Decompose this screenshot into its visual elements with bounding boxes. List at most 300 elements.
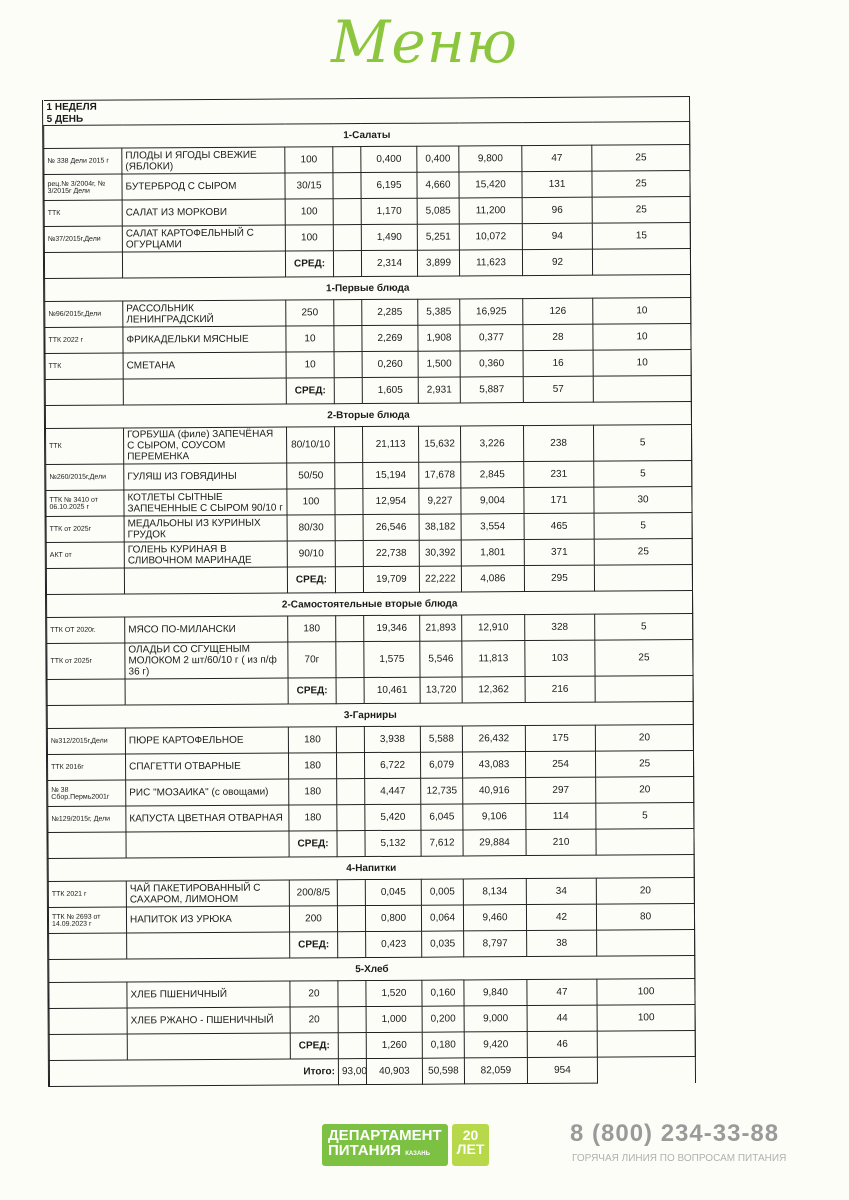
dish-name: САЛАТ КАРТОФЕЛЬНЫЙ С ОГУРЦАМИ bbox=[122, 225, 285, 252]
average-label: СРЕД: bbox=[290, 932, 338, 958]
section-title: 2-Самостоятельные вторые блюда bbox=[47, 591, 693, 618]
kcal: 42 bbox=[526, 904, 596, 930]
dish-name: ХЛЕБ ПШЕНИЧНЫЙ bbox=[127, 981, 290, 1008]
fat: 5,385 bbox=[418, 299, 460, 325]
extra-value: 20 bbox=[596, 878, 694, 905]
kcal: 131 bbox=[522, 171, 592, 197]
total-price: 93,00 bbox=[338, 1059, 366, 1085]
recipe-code: ТТК bbox=[45, 353, 123, 379]
carbs: 0,377 bbox=[460, 325, 523, 351]
protein: 4,447 bbox=[365, 778, 421, 804]
table-row bbox=[44, 171, 690, 201]
portion: 50/50 bbox=[287, 463, 335, 489]
carbs: 9,106 bbox=[463, 804, 526, 830]
extra-value: 80 bbox=[596, 904, 694, 931]
protein: 19,346 bbox=[364, 615, 420, 641]
carbs: 9,840 bbox=[464, 980, 527, 1006]
average-kcal: 92 bbox=[522, 249, 592, 275]
average-fat: 7,612 bbox=[421, 830, 463, 856]
empty-cell bbox=[46, 568, 124, 594]
carbs: 12,910 bbox=[462, 615, 525, 641]
recipe-code: ТТК от 2025г bbox=[46, 516, 124, 542]
table-row bbox=[48, 803, 694, 833]
protein: 15,194 bbox=[363, 462, 419, 488]
empty-cell bbox=[596, 829, 694, 856]
protein: 0,800 bbox=[365, 905, 421, 931]
carbs: 43,083 bbox=[462, 752, 525, 778]
average-fat: 0,180 bbox=[422, 1032, 464, 1058]
portion: 80/10/10 bbox=[287, 427, 335, 463]
table-row bbox=[48, 904, 694, 934]
section-title: 4-Напитки bbox=[48, 855, 694, 882]
extra-value: 100 bbox=[597, 979, 695, 1006]
portion: 200/8/5 bbox=[289, 880, 337, 906]
table-row bbox=[46, 461, 692, 491]
empty-cell bbox=[338, 1007, 366, 1033]
extra-value: 25 bbox=[592, 171, 690, 198]
fat: 1,500 bbox=[418, 351, 460, 377]
table-row bbox=[44, 223, 690, 253]
empty-cell bbox=[336, 678, 364, 704]
fat: 6,079 bbox=[420, 752, 462, 778]
kcal: 465 bbox=[524, 513, 594, 539]
average-carb: 9,420 bbox=[464, 1032, 527, 1058]
protein: 12,954 bbox=[363, 488, 419, 514]
protein: 2,285 bbox=[362, 299, 418, 325]
empty-cell bbox=[333, 225, 361, 251]
kcal: 175 bbox=[525, 725, 595, 751]
empty-cell bbox=[126, 831, 289, 858]
fat: 30,392 bbox=[419, 540, 461, 566]
fat: 0,160 bbox=[422, 980, 464, 1006]
protein: 6,195 bbox=[361, 172, 417, 198]
extra-value: 25 bbox=[592, 197, 690, 224]
total-protein: 40,903 bbox=[366, 1058, 422, 1084]
kcal: 44 bbox=[527, 1005, 597, 1031]
kcal: 297 bbox=[526, 777, 596, 803]
fat: 9,227 bbox=[419, 488, 461, 514]
average-carb: 11,623 bbox=[459, 250, 522, 276]
carbs: 26,432 bbox=[462, 726, 525, 752]
extra-value: 20 bbox=[595, 725, 693, 752]
empty-cell bbox=[48, 832, 126, 858]
portion: 180 bbox=[289, 779, 337, 805]
dish-name: БУТЕРБРОД С СЫРОМ bbox=[122, 173, 285, 200]
kcal: 126 bbox=[523, 298, 593, 324]
table-row bbox=[48, 777, 694, 807]
total-fat: 50,598 bbox=[422, 1058, 464, 1084]
recipe-code: ТТК 2016г bbox=[47, 754, 125, 780]
average-carb: 8,797 bbox=[464, 931, 527, 957]
kcal: 171 bbox=[524, 487, 594, 513]
average-row bbox=[45, 376, 691, 406]
empty-cell bbox=[592, 249, 690, 276]
carbs: 9,004 bbox=[461, 488, 524, 514]
fat: 38,182 bbox=[419, 514, 461, 540]
carbs: 15,420 bbox=[459, 172, 522, 198]
empty-cell bbox=[335, 489, 363, 515]
recipe-code: №129/2015г, Дели bbox=[48, 806, 126, 832]
dish-name: ФРИКАДЕЛЬКИ МЯСНЫЕ bbox=[123, 326, 286, 353]
kcal: 238 bbox=[523, 425, 593, 461]
protein: 0,260 bbox=[362, 351, 418, 377]
kcal: 254 bbox=[525, 751, 595, 777]
fat: 4,660 bbox=[417, 172, 459, 198]
total-label: Итого: bbox=[49, 1059, 338, 1087]
empty-cell bbox=[597, 930, 695, 957]
hotline-caption: ГОРЯЧАЯ ЛИНИЯ ПО ВОПРОСАМ ПИТАНИЯ bbox=[572, 1153, 787, 1164]
menu-title: Меню bbox=[331, 8, 518, 76]
fat: 1,908 bbox=[418, 325, 460, 351]
empty-cell bbox=[335, 567, 363, 593]
average-label: СРЕД: bbox=[288, 678, 336, 704]
empty-cell bbox=[338, 981, 366, 1007]
portion: 250 bbox=[286, 300, 334, 326]
empty-cell bbox=[337, 831, 365, 857]
average-row bbox=[48, 829, 694, 859]
logo-city: КАЗАНЬ bbox=[405, 1151, 430, 1157]
fat: 6,045 bbox=[421, 804, 463, 830]
kcal: 47 bbox=[527, 979, 597, 1005]
extra-value: 5 bbox=[595, 614, 693, 641]
empty-cell bbox=[127, 932, 290, 959]
section-title: 3-Гарниры bbox=[47, 702, 693, 729]
empty-cell bbox=[334, 378, 362, 404]
empty-cell bbox=[337, 805, 365, 831]
empty-cell bbox=[337, 779, 365, 805]
table-row bbox=[49, 1005, 695, 1035]
kcal: 96 bbox=[522, 197, 592, 223]
portion: 180 bbox=[288, 727, 336, 753]
extra-value: 5 bbox=[593, 425, 691, 462]
extra-value: 25 bbox=[595, 640, 693, 677]
protein: 1,170 bbox=[361, 198, 417, 224]
kcal: 16 bbox=[523, 350, 593, 376]
portion: 70г bbox=[288, 642, 336, 678]
dish-name: МЕДАЛЬОНЫ ИЗ КУРИНЫХ ГРУДОК bbox=[124, 515, 287, 542]
week-label: 1 НЕДЕЛЯ bbox=[44, 97, 690, 113]
fat: 21,893 bbox=[420, 615, 462, 641]
kcal: 47 bbox=[522, 145, 592, 171]
recipe-code: ТТК bbox=[46, 428, 124, 464]
carbs: 11,200 bbox=[459, 198, 522, 224]
recipe-code: АКТ от bbox=[46, 542, 124, 568]
extra-value: 30 bbox=[594, 487, 692, 514]
average-protein: 1,260 bbox=[366, 1032, 422, 1058]
portion: 90/10 bbox=[287, 541, 335, 567]
empty-cell bbox=[336, 616, 364, 642]
protein: 22,738 bbox=[363, 540, 419, 566]
table-row bbox=[45, 350, 691, 380]
dish-name: САЛАТ ИЗ МОРКОВИ bbox=[122, 199, 285, 226]
fat: 12,735 bbox=[421, 778, 463, 804]
average-kcal: 216 bbox=[525, 676, 595, 702]
average-carb: 12,362 bbox=[462, 677, 525, 703]
recipe-code: №96/2015г,Дели bbox=[45, 301, 123, 327]
empty-cell bbox=[333, 251, 361, 277]
empty-cell bbox=[597, 1031, 695, 1058]
protein: 3,938 bbox=[364, 726, 420, 752]
average-row bbox=[49, 1031, 695, 1061]
average-row bbox=[46, 565, 692, 595]
kcal: 231 bbox=[524, 461, 594, 487]
recipe-code: ТТК 2022 г bbox=[45, 327, 123, 353]
carbs: 11,813 bbox=[462, 641, 525, 677]
portion: 200 bbox=[289, 906, 337, 932]
fat: 5,588 bbox=[420, 726, 462, 752]
extra-value: 10 bbox=[593, 324, 691, 351]
fat: 0,400 bbox=[417, 146, 459, 172]
carbs: 3,554 bbox=[461, 514, 524, 540]
portion: 20 bbox=[290, 981, 338, 1007]
day-label: 5 ДЕНЬ bbox=[44, 109, 690, 125]
empty-cell bbox=[49, 933, 127, 959]
average-kcal: 57 bbox=[523, 376, 593, 402]
average-carb: 5,887 bbox=[460, 377, 523, 403]
average-carb: 29,884 bbox=[463, 830, 526, 856]
extra-value: 20 bbox=[596, 777, 694, 804]
dish-name: ЧАЙ ПАКЕТИРОВАННЫЙ С САХАРОМ, ЛИМОНОМ bbox=[126, 880, 289, 907]
recipe-code bbox=[49, 982, 127, 1008]
portion: 20 bbox=[290, 1007, 338, 1033]
empty-cell bbox=[123, 378, 286, 405]
average-protein: 1,605 bbox=[362, 377, 418, 403]
protein: 26,546 bbox=[363, 514, 419, 540]
recipe-code: ТТК ОТ 2020г. bbox=[47, 617, 125, 643]
empty-cell bbox=[594, 565, 692, 592]
fat: 5,251 bbox=[417, 224, 459, 250]
empty-cell bbox=[334, 352, 362, 378]
fat: 0,064 bbox=[421, 905, 463, 931]
empty-cell bbox=[337, 906, 365, 932]
section-title: 1-Салаты bbox=[44, 122, 690, 149]
empty-cell bbox=[335, 427, 363, 463]
kcal: 28 bbox=[523, 324, 593, 350]
table-row bbox=[47, 640, 693, 680]
empty-cell bbox=[336, 753, 364, 779]
protein: 1,000 bbox=[366, 1006, 422, 1032]
carbs: 3,226 bbox=[460, 426, 523, 462]
recipe-code: ТТК 2021 г bbox=[48, 881, 126, 907]
average-row bbox=[44, 249, 690, 279]
carbs: 9,460 bbox=[463, 905, 526, 931]
recipe-code: №260/2015г,Дели bbox=[46, 464, 124, 490]
average-carb: 4,086 bbox=[461, 566, 524, 592]
dish-name: НАПИТОК ИЗ УРЮКА bbox=[126, 906, 289, 933]
total-row bbox=[49, 1057, 695, 1087]
empty-cell bbox=[337, 880, 365, 906]
empty-cell bbox=[595, 676, 693, 703]
average-label: СРЕД: bbox=[290, 1033, 338, 1059]
dish-name: ГОЛЕНЬ КУРИНАЯ В СЛИВОЧНОМ МАРИНАДЕ bbox=[124, 541, 287, 568]
recipe-code bbox=[49, 1008, 127, 1034]
recipe-code: рец.№ 3/2004г, № 3/2015г Дели bbox=[44, 174, 122, 200]
recipe-code: ТТК № 2693 от 14.09.2023 г bbox=[48, 907, 126, 933]
average-kcal: 295 bbox=[524, 565, 594, 591]
empty-cell bbox=[336, 727, 364, 753]
logo-line1: ДЕПАРТАМЕНТ bbox=[328, 1127, 442, 1144]
empty-cell bbox=[122, 251, 285, 278]
protein: 0,400 bbox=[361, 146, 417, 172]
dish-name: ГУЛЯШ ИЗ ГОВЯДИНЫ bbox=[124, 463, 287, 490]
carbs: 2,845 bbox=[461, 462, 524, 488]
empty-cell bbox=[333, 147, 361, 173]
portion: 180 bbox=[288, 616, 336, 642]
fat: 0,005 bbox=[421, 879, 463, 905]
table-row bbox=[44, 197, 690, 227]
protein: 5,420 bbox=[365, 804, 421, 830]
empty-cell bbox=[334, 300, 362, 326]
empty-cell bbox=[44, 252, 122, 278]
dish-name: ХЛЕБ РЖАНО - ПШЕНИЧНЫЙ bbox=[127, 1007, 290, 1034]
extra-value: 25 bbox=[595, 751, 693, 778]
logo-years-num: 20 bbox=[462, 1127, 479, 1143]
fat: 0,200 bbox=[422, 1006, 464, 1032]
section-title: 1-Первые блюда bbox=[45, 275, 691, 302]
dish-name: РАССОЛЬНИК ЛЕНИНГРАДСКИЙ bbox=[123, 300, 286, 327]
average-fat: 13,720 bbox=[420, 677, 462, 703]
section-title: 2-Вторые блюда bbox=[45, 402, 691, 429]
kcal: 94 bbox=[522, 223, 592, 249]
empty-cell bbox=[335, 541, 363, 567]
fat: 5,085 bbox=[417, 198, 459, 224]
menu-table bbox=[43, 96, 696, 1087]
empty-cell bbox=[334, 326, 362, 352]
average-kcal: 210 bbox=[526, 829, 596, 855]
fat: 5,546 bbox=[420, 641, 462, 677]
recipe-code: №312/2015г,Дели bbox=[47, 728, 125, 754]
portion: 30/15 bbox=[285, 173, 333, 199]
empty-cell bbox=[124, 567, 287, 594]
empty-cell bbox=[45, 379, 123, 405]
dish-name: КАПУСТА ЦВЕТНАЯ ОТВАРНАЯ bbox=[126, 805, 289, 832]
empty-cell bbox=[333, 199, 361, 225]
empty-cell bbox=[49, 1034, 127, 1060]
table-row bbox=[45, 298, 691, 328]
table-row bbox=[45, 324, 691, 354]
average-kcal: 46 bbox=[527, 1031, 597, 1057]
average-label: СРЕД: bbox=[285, 251, 333, 277]
carbs: 10,072 bbox=[459, 224, 522, 250]
portion: 80/30 bbox=[287, 515, 335, 541]
total-kcal: 954 bbox=[527, 1057, 597, 1083]
section-title: 5-Хлеб bbox=[49, 956, 695, 983]
portion: 180 bbox=[288, 753, 336, 779]
carbs: 8,134 bbox=[463, 879, 526, 905]
portion: 100 bbox=[287, 489, 335, 515]
table-row bbox=[46, 539, 692, 569]
dish-name: СПАГЕТТИ ОТВАРНЫЕ bbox=[125, 753, 288, 780]
average-protein: 10,461 bbox=[364, 677, 420, 703]
kcal: 103 bbox=[525, 640, 595, 676]
table-row bbox=[48, 878, 694, 908]
recipe-code: № 38 Сбор.Пермь2001г bbox=[48, 780, 126, 806]
portion: 100 bbox=[285, 147, 333, 173]
extra-value: 25 bbox=[592, 145, 690, 172]
recipe-code: № 338 Дели 2015 г bbox=[44, 148, 122, 174]
total-carb: 82,059 bbox=[464, 1058, 527, 1084]
average-label: СРЕД: bbox=[287, 567, 335, 593]
protein: 21,113 bbox=[363, 426, 419, 462]
average-kcal: 38 bbox=[527, 930, 597, 956]
extra-value: 5 bbox=[594, 513, 692, 540]
average-protein: 2,314 bbox=[361, 250, 417, 276]
average-protein: 0,423 bbox=[366, 931, 422, 957]
table-row bbox=[46, 425, 692, 465]
average-row bbox=[47, 676, 693, 706]
extra-value: 10 bbox=[593, 350, 691, 377]
dish-name: ГОРБУША (филе) ЗАПЕЧЁНАЯ С СЫРОМ, СОУСОМ ПЕРЕМЕНКА bbox=[124, 427, 287, 464]
recipe-code: ТТК bbox=[44, 200, 122, 226]
extra-value: 100 bbox=[597, 1005, 695, 1032]
empty-cell bbox=[125, 678, 288, 705]
portion: 10 bbox=[286, 326, 334, 352]
fat: 17,678 bbox=[419, 462, 461, 488]
dish-name: КОТЛЕТЫ СЫТНЫЕ ЗАПЕЧЕННЫЕ С СЫРОМ 90/10 г bbox=[124, 489, 287, 516]
kcal: 34 bbox=[526, 878, 596, 904]
table-row bbox=[46, 487, 692, 517]
fat: 15,632 bbox=[418, 426, 460, 462]
hotline-phone: 8 (800) 234-33-88 bbox=[570, 1120, 780, 1147]
average-fat: 0,035 bbox=[422, 931, 464, 957]
empty-cell bbox=[333, 173, 361, 199]
protein: 1,575 bbox=[364, 641, 420, 677]
table-row bbox=[46, 513, 692, 543]
table-row bbox=[47, 725, 693, 755]
carbs: 1,801 bbox=[461, 540, 524, 566]
average-protein: 5,132 bbox=[365, 830, 421, 856]
recipe-code: №37/2015г,Дели bbox=[44, 226, 122, 252]
empty-cell bbox=[127, 1033, 290, 1060]
average-label: СРЕД: bbox=[289, 831, 337, 857]
protein: 0,045 bbox=[365, 879, 421, 905]
average-fat: 2,931 bbox=[418, 377, 460, 403]
table-row bbox=[44, 145, 690, 175]
protein: 1,490 bbox=[361, 224, 417, 250]
dish-name: ПЛОДЫ И ЯГОДЫ СВЕЖИЕ (ЯБЛОКИ) bbox=[122, 147, 285, 174]
carbs: 40,916 bbox=[463, 778, 526, 804]
logo-line2: ПИТАНИЯ bbox=[328, 1142, 402, 1159]
average-fat: 3,899 bbox=[417, 250, 459, 276]
empty-cell bbox=[593, 376, 691, 403]
average-protein: 19,709 bbox=[363, 566, 419, 592]
average-label: СРЕД: bbox=[286, 378, 334, 404]
extra-value: 5 bbox=[596, 803, 694, 830]
average-row bbox=[49, 930, 695, 960]
carbs: 0,360 bbox=[460, 351, 523, 377]
recipe-code: ТТК от 2025г bbox=[47, 643, 125, 679]
empty-cell bbox=[335, 515, 363, 541]
menu-sheet bbox=[42, 96, 696, 1087]
extra-value: 5 bbox=[594, 461, 692, 488]
empty-cell bbox=[338, 932, 366, 958]
protein: 1,520 bbox=[366, 980, 422, 1006]
empty-cell bbox=[335, 463, 363, 489]
portion: 180 bbox=[289, 805, 337, 831]
dish-name: ОЛАДЬИ СО СГУЩЕНЫМ МОЛОКОМ 2 шт/60/10 г ( из п/ф 36 г) bbox=[125, 642, 288, 679]
carbs: 9,000 bbox=[464, 1006, 527, 1032]
logo-years-word: ЛЕТ bbox=[456, 1141, 485, 1157]
table-row bbox=[47, 751, 693, 781]
average-fat: 22,222 bbox=[419, 566, 461, 592]
dish-name: МЯСО ПО-МИЛАНСКИ bbox=[125, 616, 288, 643]
empty-cell bbox=[47, 679, 125, 705]
extra-value: 15 bbox=[592, 223, 690, 250]
kcal: 328 bbox=[525, 614, 595, 640]
empty-cell bbox=[338, 1033, 366, 1059]
empty-cell bbox=[336, 642, 364, 678]
protein: 2,269 bbox=[362, 325, 418, 351]
